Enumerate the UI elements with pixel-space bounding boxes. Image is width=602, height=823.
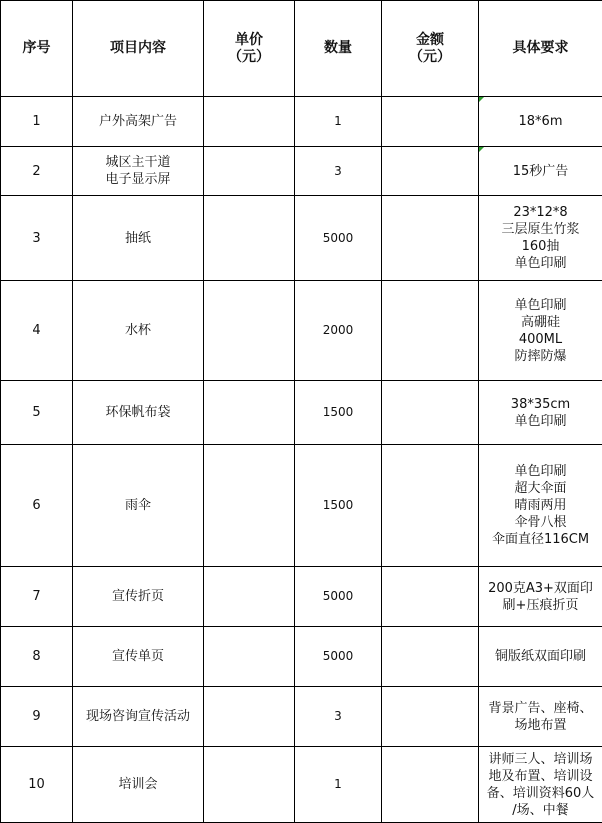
table-row [1, 381, 602, 445]
cell-amount[interactable] [382, 627, 479, 687]
cell-index: 10 [1, 747, 73, 823]
cell-quantity: 2000 [295, 281, 382, 381]
cell-quantity: 5000 [295, 567, 382, 627]
cell-amount[interactable] [382, 196, 479, 281]
header-amount: 金额 （元） [382, 1, 479, 97]
cell-amount[interactable] [382, 281, 479, 381]
cell-requirements [479, 147, 602, 196]
cell-index: 1 [1, 97, 73, 147]
cell-requirements: 铜版纸双面印刷 [479, 627, 602, 687]
cell-requirements: 200克A3+双面印 刷+压痕折页 [479, 567, 602, 627]
cell-item: 雨伞 [73, 445, 204, 567]
header-unit-price: 单价 （元） [204, 1, 295, 97]
cell-amount[interactable] [382, 147, 479, 196]
cell-amount[interactable] [382, 445, 479, 567]
cell-unit-price[interactable] [204, 687, 295, 747]
cell-comment-marker [479, 97, 484, 102]
cell-index: 7 [1, 567, 73, 627]
cell-item: 环保帆布袋 [73, 381, 204, 445]
cell-unit-price[interactable] [204, 147, 295, 196]
table-row [1, 747, 602, 823]
header-item: 项目内容 [73, 1, 204, 97]
cell-unit-price[interactable] [204, 567, 295, 627]
cell-index: 2 [1, 147, 73, 196]
cell-unit-price[interactable] [204, 281, 295, 381]
table-row [1, 147, 602, 196]
cell-index: 6 [1, 445, 73, 567]
header-requirements: 具体要求 [479, 1, 602, 97]
cell-item: 水杯 [73, 281, 204, 381]
table-row [1, 627, 602, 687]
cell-item: 抽纸 [73, 196, 204, 281]
cell-index: 4 [1, 281, 73, 381]
cell-requirements: 单色印刷 超大伞面 晴雨两用 伞骨八根 伞面直径116CM [479, 445, 602, 567]
cell-requirements: 23*12*8 三层原生竹浆 160抽 单色印刷 [479, 196, 602, 281]
cell-quantity: 1500 [295, 381, 382, 445]
table-row [1, 281, 602, 381]
cell-index: 3 [1, 196, 73, 281]
cell-item: 宣传单页 [73, 627, 204, 687]
cell-item: 培训会 [73, 747, 204, 823]
cell-quantity: 1 [295, 97, 382, 147]
cell-amount[interactable] [382, 97, 479, 147]
cell-quantity: 3 [295, 147, 382, 196]
table-row [1, 97, 602, 147]
header-index: 序号 [1, 1, 73, 97]
cell-unit-price[interactable] [204, 445, 295, 567]
cell-unit-price[interactable] [204, 381, 295, 445]
cell-index: 5 [1, 381, 73, 445]
table-row [1, 567, 602, 627]
cell-quantity: 5000 [295, 627, 382, 687]
cell-amount[interactable] [382, 747, 479, 823]
cell-unit-price[interactable] [204, 196, 295, 281]
cell-requirements: 讲师三人、培训场 地及布置、培训设 备、培训资料60人 /场、中餐 [479, 747, 602, 823]
cell-requirements: 背景广告、座椅、 场地布置 [479, 687, 602, 747]
cell-amount[interactable] [382, 381, 479, 445]
cell-requirements: 38*35cm 单色印刷 [479, 381, 602, 445]
cell-quantity: 1500 [295, 445, 382, 567]
requirements-text: 18*6m [518, 114, 563, 129]
cell-unit-price[interactable] [204, 97, 295, 147]
cell-amount[interactable] [382, 567, 479, 627]
cell-quantity: 3 [295, 687, 382, 747]
table-row [1, 445, 602, 567]
cell-requirements [479, 97, 602, 147]
cell-item: 户外高架广告 [73, 97, 204, 147]
cell-index: 8 [1, 627, 73, 687]
cell-item: 城区主干道 电子显示屏 [73, 147, 204, 196]
cell-quantity: 5000 [295, 196, 382, 281]
cell-unit-price[interactable] [204, 747, 295, 823]
cell-item: 宣传折页 [73, 567, 204, 627]
header-row [1, 1, 602, 97]
cell-comment-marker [479, 147, 484, 152]
table-row [1, 687, 602, 747]
requirements-text: 15秒广告 [512, 163, 569, 179]
cell-item: 现场咨询宣传活动 [73, 687, 204, 747]
cell-requirements: 单色印刷 高硼硅 400ML 防摔防爆 [479, 281, 602, 381]
cell-amount[interactable] [382, 687, 479, 747]
cell-unit-price[interactable] [204, 627, 295, 687]
cell-index: 9 [1, 687, 73, 747]
header-quantity: 数量 [295, 1, 382, 97]
table-row [1, 196, 602, 281]
cell-quantity: 1 [295, 747, 382, 823]
